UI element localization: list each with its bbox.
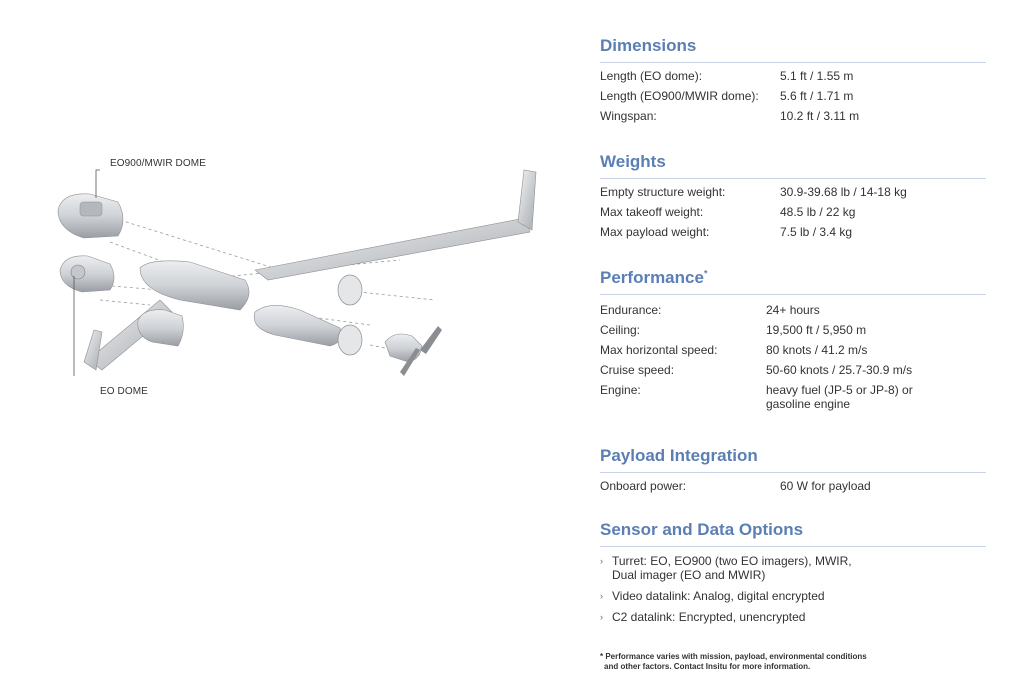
spec-value: 48.5 lb / 22 kg bbox=[780, 205, 856, 219]
spec-value: 50-60 knots / 25.7-30.9 m/s bbox=[766, 363, 913, 377]
bullet-item bbox=[600, 610, 986, 624]
spec-key: Max takeoff weight: bbox=[600, 205, 704, 219]
spec-value: 19,500 ft / 5,950 m bbox=[766, 323, 867, 337]
fuselage-aft bbox=[254, 305, 341, 346]
right-wing bbox=[255, 218, 530, 280]
spec-key: Onboard power: bbox=[600, 479, 687, 493]
spec-value: 10.2 ft / 3.11 m bbox=[780, 109, 860, 123]
spec-row bbox=[600, 182, 986, 202]
footnote-marker: * bbox=[703, 268, 708, 279]
fuselage-center bbox=[140, 261, 249, 310]
bullet-chevron-icon: › bbox=[600, 591, 603, 601]
spec-row bbox=[600, 300, 986, 320]
callout-eo900-dome: EO900/MWIR DOME bbox=[110, 158, 206, 169]
section-title-sensor-options: Sensor and Data Options bbox=[600, 520, 986, 547]
spec-key: Wingspan: bbox=[600, 109, 657, 123]
spec-key: Length (EO dome): bbox=[600, 69, 703, 83]
spec-key: Empty structure weight: bbox=[600, 185, 726, 199]
engine-ring-upper bbox=[338, 275, 362, 305]
eo-turret-ball bbox=[71, 265, 85, 279]
spec-value-line2: gasoline engine bbox=[766, 397, 851, 411]
bullet-chevron-icon: › bbox=[600, 612, 603, 622]
spec-key: Engine: bbox=[600, 383, 641, 397]
spec-row bbox=[600, 86, 986, 106]
section-title-performance-text: Performance bbox=[600, 268, 704, 287]
payload-bay bbox=[138, 310, 184, 346]
spec-value: 7.5 lb / 3.4 kg bbox=[780, 225, 853, 239]
bullet-item bbox=[600, 554, 986, 582]
spec-row bbox=[600, 340, 986, 360]
spec-row bbox=[600, 380, 986, 414]
section-title-dimensions: Dimensions bbox=[600, 36, 986, 63]
spec-key: Endurance: bbox=[600, 303, 662, 317]
spec-row bbox=[600, 202, 986, 222]
right-winglet bbox=[518, 170, 536, 230]
spec-row bbox=[600, 320, 986, 340]
section-title-weights: Weights bbox=[600, 152, 986, 179]
engine-nacelle bbox=[385, 334, 422, 362]
eo-dome bbox=[60, 256, 114, 292]
bullet-text: Video datalink: Analog, digital encrypted bbox=[612, 589, 825, 603]
spec-value: 80 knots / 41.2 m/s bbox=[766, 343, 868, 357]
spec-key: Ceiling: bbox=[600, 323, 641, 337]
footnote-line2: and other factors. Contact Insitu for more information. bbox=[604, 662, 811, 671]
spec-key: Cruise speed: bbox=[600, 363, 675, 377]
section-title-payload-integration: Payload Integration bbox=[600, 446, 986, 473]
bullet-chevron-icon: › bbox=[600, 556, 603, 566]
weights-rows bbox=[600, 182, 986, 242]
spec-value: 5.6 ft / 1.71 m bbox=[780, 89, 854, 103]
spec-key: Max horizontal speed: bbox=[600, 343, 718, 357]
spec-row bbox=[600, 360, 986, 380]
dimensions-rows bbox=[600, 66, 986, 126]
aircraft-diagram-svg bbox=[40, 150, 560, 410]
performance-footnote bbox=[600, 652, 960, 672]
bullet-item bbox=[600, 589, 986, 603]
spec-key: Length (EO900/MWIR dome): bbox=[600, 89, 759, 103]
spec-key: Max payload weight: bbox=[600, 225, 710, 239]
performance-rows bbox=[600, 300, 986, 414]
bullet-text: C2 datalink: Encrypted, unencrypted bbox=[612, 610, 806, 624]
spec-value: 24+ hours bbox=[766, 303, 820, 317]
spec-value bbox=[766, 383, 913, 411]
propeller-blade-upper bbox=[420, 326, 442, 354]
spec-row bbox=[600, 66, 986, 86]
sensor-bullets bbox=[600, 554, 986, 631]
callout-eo-dome: EO DOME bbox=[100, 386, 148, 397]
payload-rows bbox=[600, 476, 986, 496]
bullet-text-line2: Dual imager (EO and MWIR) bbox=[612, 568, 766, 582]
aircraft-exploded-illustration bbox=[40, 150, 560, 410]
footnote-line1: * Performance varies with mission, payload, environmental conditions bbox=[600, 652, 867, 661]
engine-ring-lower bbox=[338, 325, 362, 355]
spec-value-line1: heavy fuel (JP-5 or JP-8) or bbox=[766, 383, 913, 397]
spec-row bbox=[600, 476, 986, 496]
spec-value: 60 W for payload bbox=[780, 479, 871, 493]
spec-value: 5.1 ft / 1.55 m bbox=[780, 69, 854, 83]
eo900-window bbox=[80, 202, 102, 216]
bullet-text-line1: Turret: EO, EO900 (two EO imagers), MWIR, bbox=[612, 554, 852, 568]
spec-row bbox=[600, 222, 986, 242]
section-title-performance bbox=[600, 268, 986, 295]
spec-row bbox=[600, 106, 986, 126]
spec-value: 30.9-39.68 lb / 14-18 kg bbox=[780, 185, 907, 199]
